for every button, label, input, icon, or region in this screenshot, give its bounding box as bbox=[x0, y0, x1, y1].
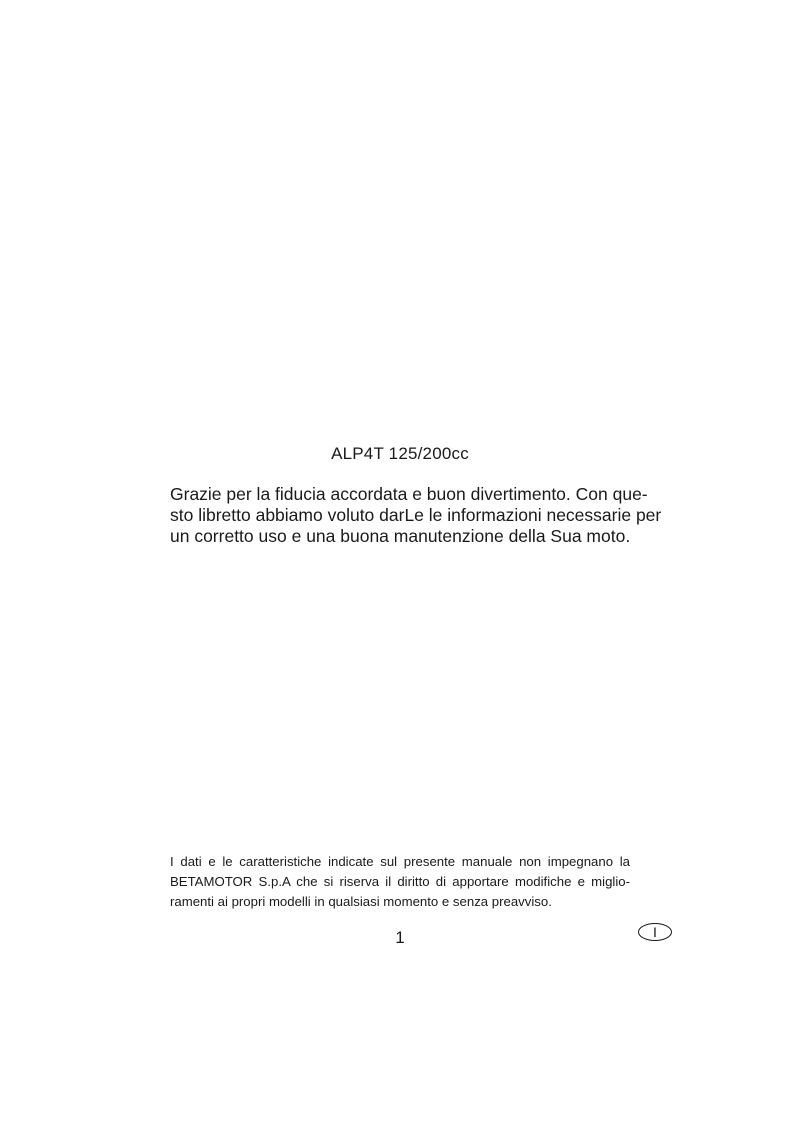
disclaimer-line: BETAMOTOR S.p.A che si riserva il diritto di apportare modifiche e miglio- bbox=[170, 874, 630, 889]
intro-line: un corretto uso e una buona manutenzione della Sua moto. bbox=[170, 526, 631, 546]
disclaimer-line: I dati e le caratteristiche indicate sul presente manuale non impegnano la bbox=[170, 854, 630, 869]
document-title: ALP4T 125/200cc bbox=[331, 444, 469, 463]
language-badge: I bbox=[638, 923, 672, 941]
page-number: 1 bbox=[395, 928, 405, 947]
intro-line: Grazie per la fiducia accordata e buon divertimento. Con que- bbox=[170, 484, 648, 504]
disclaimer-paragraph bbox=[170, 852, 630, 912]
disclaimer-line: ramenti ai propri modelli in qualsiasi momento e senza preavviso. bbox=[170, 894, 552, 909]
intro-paragraph bbox=[170, 484, 662, 547]
intro-line: sto libretto abbiamo voluto darLe le informazioni necessarie per bbox=[170, 505, 662, 525]
